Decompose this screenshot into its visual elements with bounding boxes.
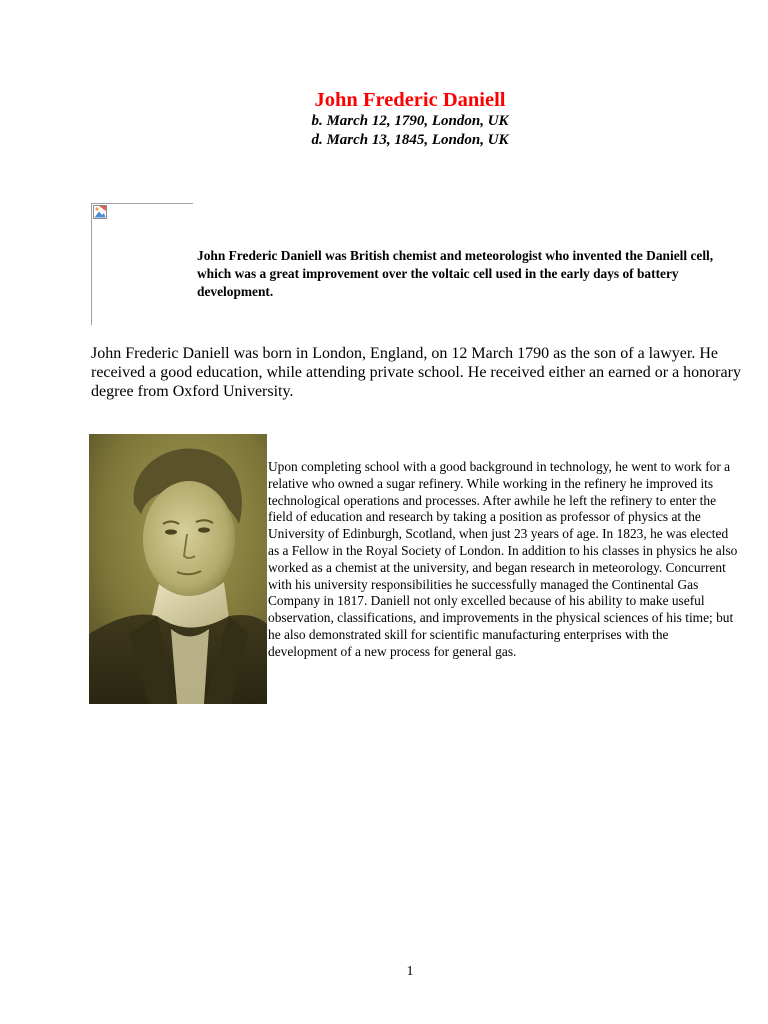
body-paragraph-career: Upon completing school with a good background in technology, he went to work for a relative who owned a sugar refinery. While working in the refinery he improved its technological operations and processes. After awhile he left the refinery to enter the field of education and research by taking a position as professor of physics at the University of Edinburgh, Scotland, when just 23 years of age. In 1823, he was elected as a Fellow in the Royal Society of London. In addition to his classes in physics he also worked as a chemist at the university, and began research in meteorology. Concurrent with his university responsibilities he successfully managed the Continental Gas Company in 1817. Daniell not only excelled because of his ability to make useful observation, classifications, and improvements in the physical sciences of his time; but he also demonstrated skill for scientific manufacturing enterprises with the development of a new process for general gas. — [268, 459, 738, 659]
portrait-image — [89, 434, 267, 704]
missing-image-placeholder — [91, 203, 193, 325]
page-title: John Frederic Daniell — [314, 89, 506, 111]
page-number: 1 — [406, 964, 414, 979]
body-paragraph-early-life: John Frederic Daniell was born in London, England, on 12 March 1790 as the son of a lawyer. He received a good education, while attending private school. He received either an earned or a honorary degree from Oxford University. — [91, 345, 741, 400]
broken-image-icon — [93, 205, 107, 219]
intro-lead-text: John Frederic Daniell was British chemist and meteorologist who invented the Daniell cell, which was a great improvement over the voltaic cell used in the early days of battery development. — [197, 248, 714, 299]
death-date: d. March 13, 1845, London, UK — [311, 132, 509, 148]
portrait-illustration — [89, 434, 267, 704]
birth-date: b. March 12, 1790, London, UK — [311, 113, 509, 129]
